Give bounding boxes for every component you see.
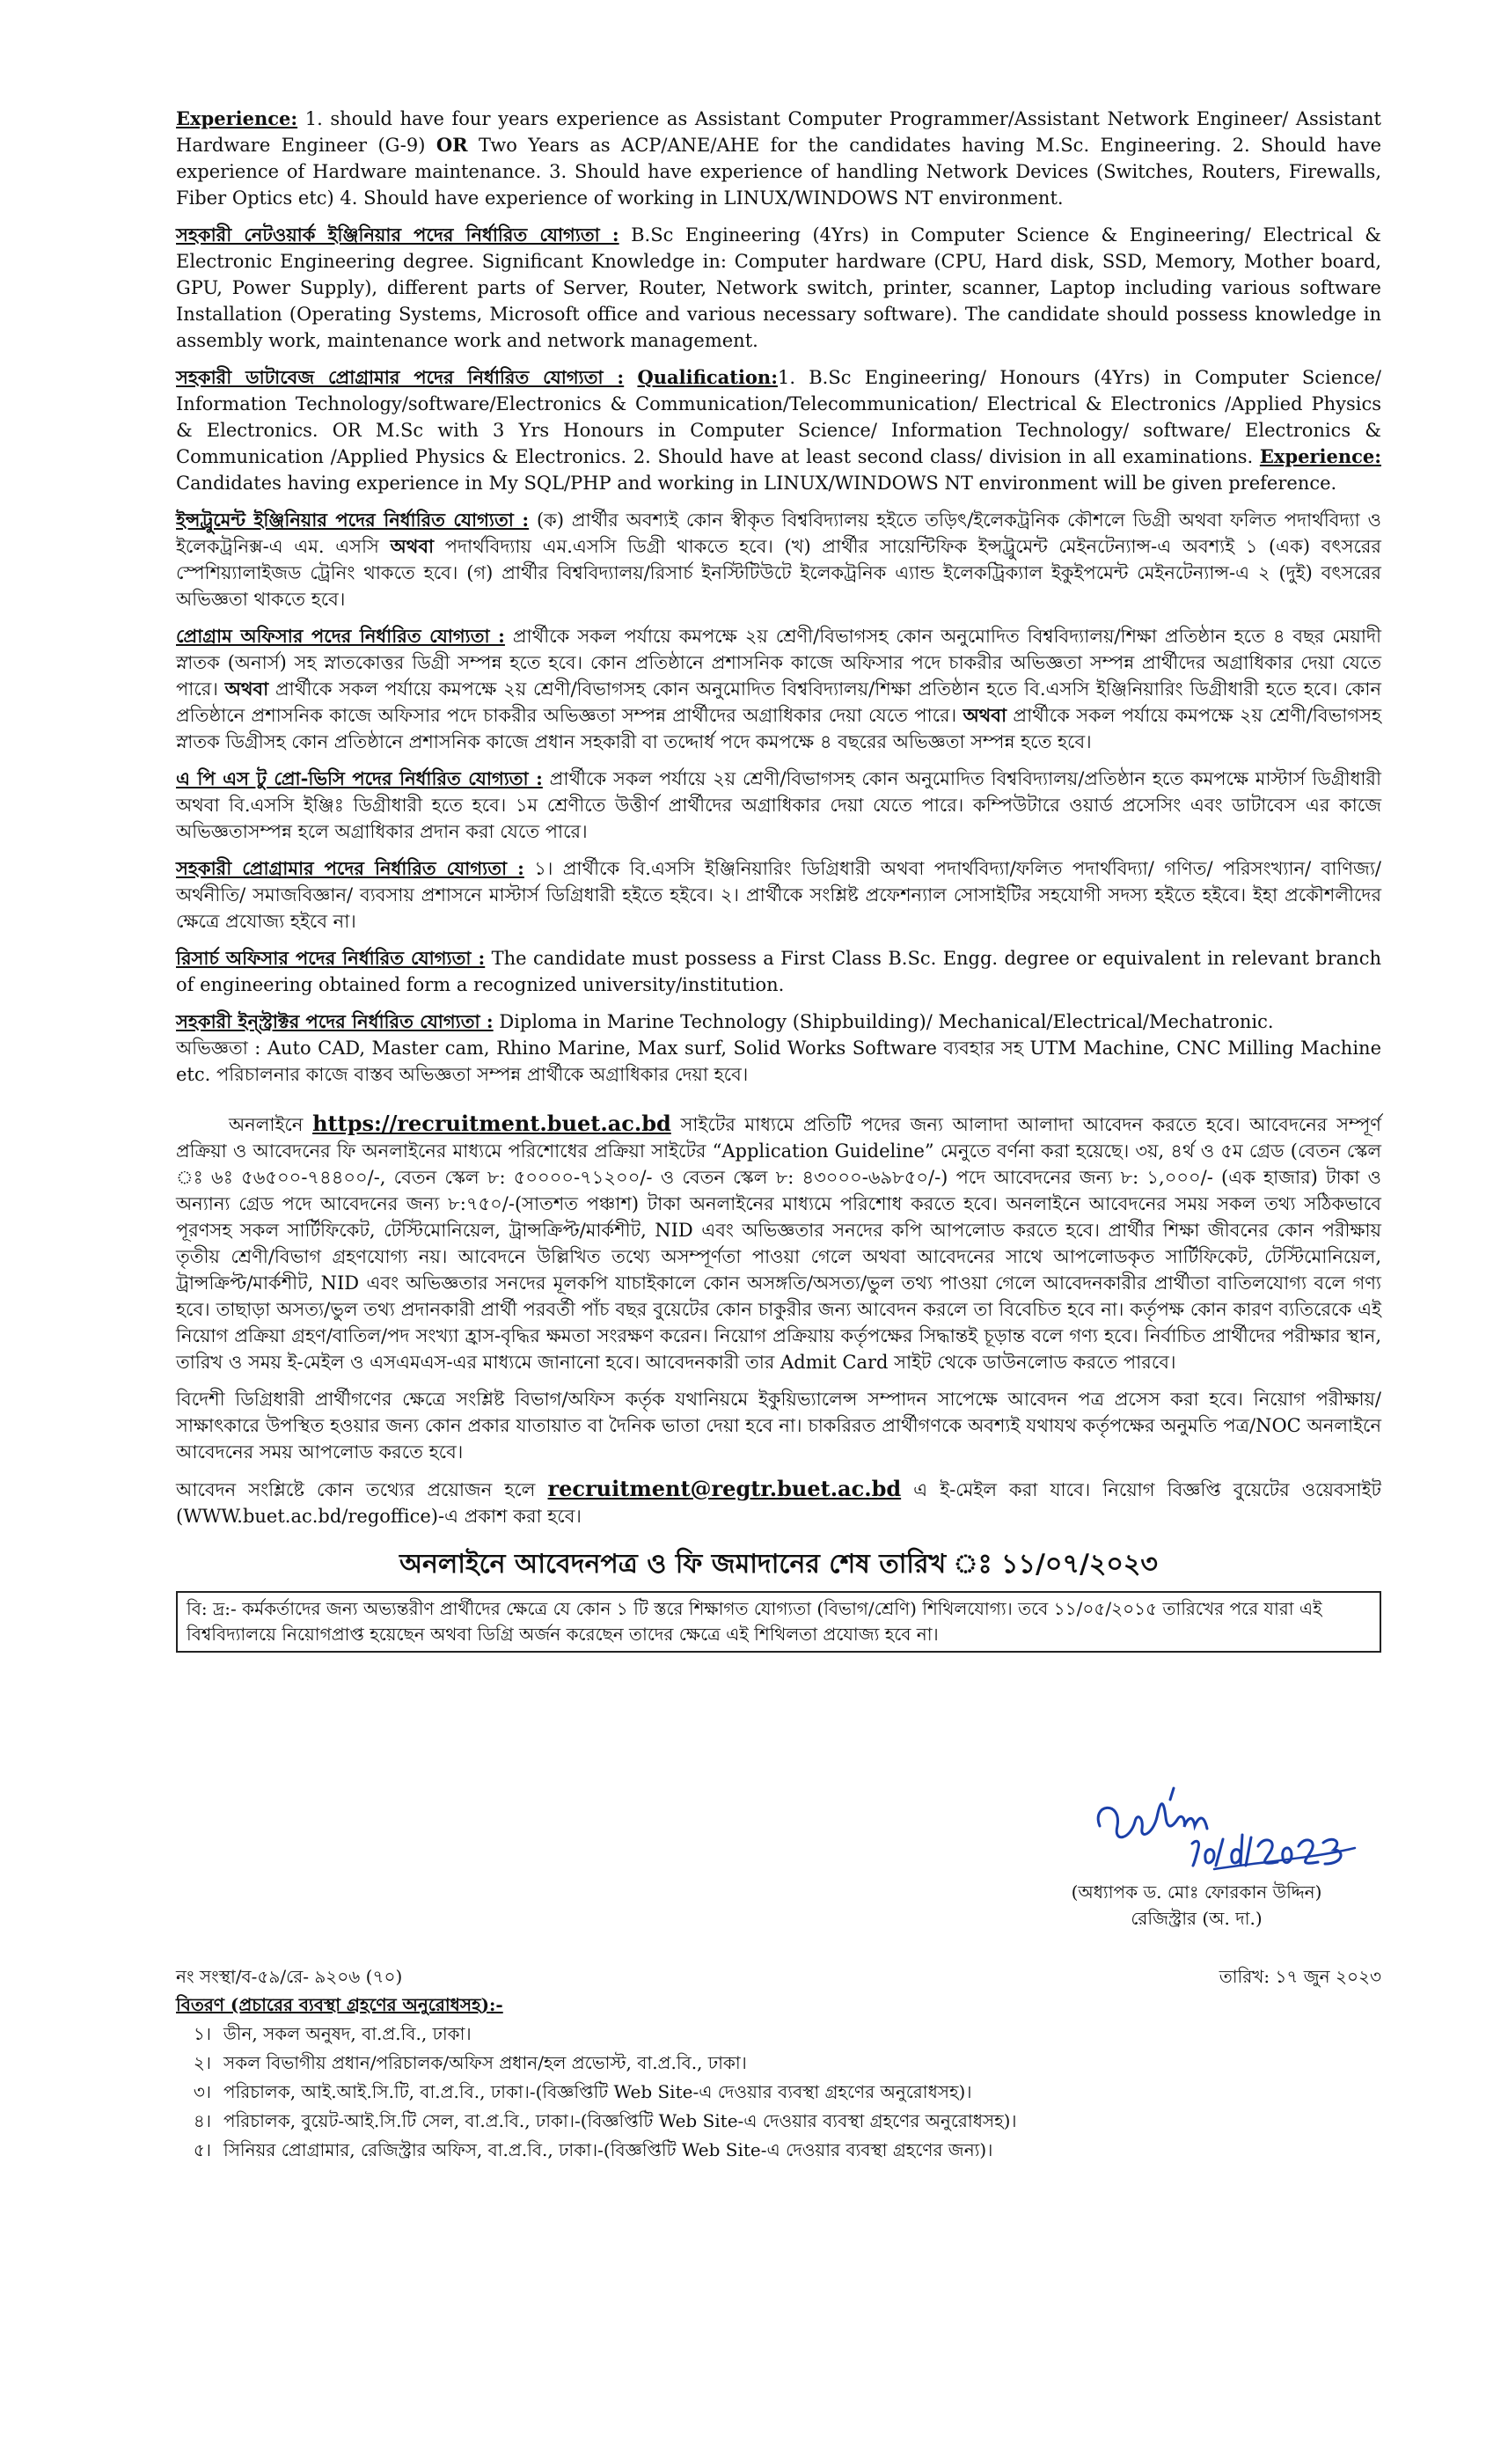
online-application-text: সাইটের মাধ্যমে প্রতিটি পদের জন্য আলাদা আলাদা আবেদন করতে হবে। আবেদনের সম্পূর্ণ প্রক্রিয়া ও আবেদনের ফি অনলাইনের মাধ্যমে পরিশোধের প্রক্রিয়া সাইটের “Application Guideline” মেনুতে বর্ণনা করা হয়েছে। ৩য়, ৪র্থ ও ৫ম গ্রেড (বেতন স্কেল ঃ ৬ঃ ৫৬৫০০-৭৪৪০০/-, বেতন স্কেল ৮: ৫০০০০-৭১২০০/- ও বেতন স্কেল ৮: ৪৩০০০-৬৯৮৫০/-) পদে আবেদনের জন্য ৮: ১,০০০/- (এক হাজার) টাকা ও অন্যান্য গ্রেড পদে আবেদনের জন্য ৮:৭৫০/-(সাতশত পঞ্চাশ) টাকা অনলাইনের মাধ্যমে পরিশোধ করতে হবে। অনলাইনে আবেদনের সময় সকল তথ্য সঠিকভাবে পূরণসহ সকল সার্টিফিকেট, টেস্টিমোনিয়েল, ট্রান্সক্রিপ্ট/মার্কশীট, NID এবং অভিজ্ঞতার সনদের কপি আপলোড করতে হবে। প্রার্থীর শিক্ষা জীবনের কোন পরীক্ষায় তৃতীয় শ্রেণী/বিভাগ গ্রহণযোগ্য নয়। আবেদনে উল্লিখিত তথ্যে অসম্পূর্ণতা পাওয়া গেলে অথবা আবেদনের সাথে আপলোডকৃত সার্টিফিকেট, টেস্টিমোনিয়েল, ট্রান্সক্রিপ্ট/মার্কশীট, NID এবং অভিজ্ঞতার সনদের মূলকপি যাচাইকালে কোন অসঙ্গতি/অসত্য/ভুল তথ্য পাওয়া গেলে আবেদনকারীর প্রার্থীতা বাতিলযোগ্য বলে গণ্য হবে। তাছাড়া অসত্য/ভুল তথ্য প্রদানকারী প্রার্থী পরবর্তী পাঁচ বছর বুয়েটের কোন চাকুরীর জন্য আবেদন করলে তা বিবেচিত হবে না। কর্তৃপক্ষ কোন কারণ ব্যতিরেকে এই নিয়োগ প্রক্রিয়া গ্রহণ/বাতিল/পদ সংখ্যা হ্রাস-বৃদ্ধির ক্ষমতা সংরক্ষণ করেন। নিয়োগ প্রক্রিয়ায় কর্তৃপক্ষের সিদ্ধান্তই চূড়ান্ত বলে গণ্য হবে। নির্বাচিত প্রার্থীদের পরীক্ষার স্থান, তারিখ ও সময় ই-মেইল ও এসএমএস-এর মাধ্যমে জানানো হবে। আবেদনকারী তার Admit Card সাইট থেকে ডাউনলোড করতে পারবে।	[176, 1114, 1382, 1373]
network-engineer-heading: সহকারী নেটওয়ার্ক ইঞ্জিনিয়ার পদের নির্ধারিত যোগ্যতা :	[176, 224, 619, 246]
experience-paragraph	[176, 106, 1381, 211]
database-programmer-paragraph	[176, 364, 1381, 496]
program-officer-heading: প্রোগ্রাম অফিসার পদের নির্ধারিত যোগ্যতা :	[176, 625, 505, 647]
program-officer-text-3: প্রার্থীকে সকল পর্যায়ে কমপক্ষে ২য় শ্রেণী/বিভাগসহ স্নাতক ডিগ্রীসহ কোন প্রতিষ্ঠানে প্রশাসনিক কাজে প্রধান সহকারী বা তদ্দোর্ধ পদে কমপক্ষে ৪ বছরের অভিজ্ঞতা সম্পন্ন হতে হবে।	[176, 705, 1381, 752]
database-programmer-heading: সহকারী ডাটাবেজ প্রোগ্রামার পদের নির্ধারিত যোগ্যতা :	[176, 366, 625, 388]
list-item-number: ৫।	[193, 2139, 211, 2160]
signatory-name: (অধ্যাপক ড. মোঃ ফোরকান উদ্দিন)	[1071, 1881, 1322, 1903]
document-body	[176, 106, 1381, 1653]
or-label: অথবা	[224, 678, 269, 700]
note-text: বি: দ্র:- কর্মকর্তাদের জন্য অভ্যন্তরীণ প্রার্থীদের ক্ষেত্রে যে কোন ১ টি স্তরে শিক্ষাগত যোগ্যতা (বিভাগ/শ্রেণি) শিথিলযোগ্য। তবে ১১/০৫/২০১৫ তারিখের পরে যারা এই বিশ্ববিদ্যালয়ে নিয়োগপ্রাপ্ত হয়েছেন অথবা ডিগ্রি অর্জন করেছেন তাদের ক্ষেত্রে এই শিথিলতা প্রযোজ্য হবে না।	[187, 1598, 1322, 1645]
list-item-number: ১।	[193, 2023, 211, 2044]
list-item-text: পরিচালক, বুয়েট-আই.সি.টি সেল, বা.প্র.বি., ঢাকা।-(বিজ্ঞপ্তিটি Web Site-এ দেওয়ার ব্যবস্থা গ্রহণের অনুরোধসহ)।	[223, 2110, 1017, 2131]
assistant-programmer-paragraph	[176, 855, 1381, 935]
aps-pro-vc-heading: এ পি এস টু প্রো-ভিসি পদের নির্ধারিত যোগ্যতা :	[176, 767, 543, 789]
experience-heading: Experience:	[176, 107, 298, 129]
contact-text: আবেদন সংশ্লিষ্টে কোন তথ্যের প্রয়োজন হলে	[176, 1479, 548, 1500]
distribution-title: বিতরণ (প্রচারের ব্যবস্থা গ্রহণের অনুরোধসহ):-	[176, 1994, 503, 2015]
list-item-number: ২।	[193, 2052, 211, 2073]
program-officer-paragraph	[176, 623, 1381, 755]
signatory	[1012, 1879, 1381, 1932]
contact-email-link[interactable]: recruitment@regtr.buet.ac.bd	[547, 1476, 902, 1501]
experience-text-2: Two Years as ACP/ANE/AHE for the candidates having M.Sc. Engineering. 2. Should have experience of Hardware maintenance. 3. Should have experience of handling Network Devices (Switches, Routers, Firewalls, Fiber Optics etc) 4. Should have experience of working in LINUX/WINDOWS NT environment.	[176, 135, 1382, 209]
instrument-engineer-text: (ক) প্রার্থীর অবশ্যই কোন স্বীকৃত বিশ্ববিদ্যালয় হইতে তড়িৎ/ইলেকট্রনিক কৌশলে ডিগ্রী অথবা ফলিত পদার্থবিদ্যা ও ইলেকট্রনিক্স-এ এম. এসসি	[176, 510, 1381, 557]
contact-text-2: এ ই-মেইল করা যাবে। নিয়োগ বিজ্ঞপ্তি বুয়েটের ওয়েবসাইট (WWW.buet.ac.bd/regoffice)-এ প্রকাশ করা হবে।	[176, 1479, 1381, 1527]
contact-paragraph	[176, 1476, 1381, 1529]
list-item	[176, 2020, 1381, 2049]
list-item	[176, 2107, 1381, 2136]
program-officer-text-2: প্রার্থীকে সকল পর্যায়ে কমপক্ষে ২য় শ্রেণী/বিভাগসহ কোন অনুমোদিত বিশ্ববিদ্যালয়/শিক্ষা প্রতিষ্ঠান হতে বি.এসসি ইঞ্জিনিয়ারিং ডিগ্রীধারী হতে হবে। কোন প্রতিষ্ঠানে প্রশাসনিক কাজে অফিসার পদে চাকরীর অভিজ্ঞতা সম্পন্ন প্রার্থীদের অগ্রাধিকার দেয়া যেতে পারে।	[176, 678, 1381, 726]
experience-text: 1. should have four years experience as Assistant Computer Programmer/Assistant Network Engineer/ Assistant Hardware Engineer (G-9)	[176, 108, 1381, 156]
research-officer-paragraph	[176, 945, 1381, 998]
aps-pro-vc-text: প্রার্থীকে সকল পর্যায়ে ২য় শ্রেণী/বিভাগসহ কোন অনুমোদিত বিশ্ববিদ্যালয়/প্রতিষ্ঠান হতে কমপক্ষে মাস্টার্স ডিগ্রীধারী অথবা বি.এসসি ইঞ্জিঃ ডিগ্রীধারী হতে হবে। ১ম শ্রেণীতে উত্তীর্ণ প্রার্থীদের অগ্রাধিকার দেয়া যেতে পারে। কম্পিউটারে ওয়ার্ড প্রসেসিং এবং ডাটাবেস এর কাজে অভিজ্ঞতাসম্পন্ন হলে অগ্রাধিকার প্রদান করা যেতে পারে।	[176, 768, 1381, 842]
list-item-number: ৩।	[193, 2081, 211, 2102]
list-item-text: সিনিয়র প্রোগ্রামার, রেজিস্ট্রার অফিস, বা.প্র.বি., ঢাকা।-(বিজ্ঞপ্তিটি Web Site-এ দেওয়ার ব্যবস্থা গ্রহণের জন্য)।	[223, 2139, 993, 2160]
assistant-programmer-text: ১। প্রার্থীকে বি.এসসি ইঞ্জিনিয়ারিং ডিগ্রিধারী অথবা পদার্থবিদ্যা/ফলিত পদার্থবিদ্যা/ গণিত/ পরিসংখ্যান/ বাণিজ্য/ অর্থনীতি/ সমাজবিজ্ঞান/ ব্যবসায় প্রশাসনে মাস্টার্স ডিগ্রিধারী হইতে হইবে। ২। প্রার্থীকে সংশ্লিষ্ট প্রফেশন্যাল সোসাইটির সহযোগী সদস্য হইতে হইবে। ইহা প্রকৌশলীদের ক্ষেত্রে প্রযোজ্য হইবে না।	[176, 858, 1381, 932]
list-item-text: পরিচালক, আই.আই.সি.টি, বা.প্র.বি., ঢাকা।-(বিজ্ঞপ্তিটি Web Site-এ দেওয়ার ব্যবস্থা গ্রহণের অনুরোধসহ)।	[223, 2081, 972, 2102]
or-label: অথবা	[963, 704, 1007, 726]
signature-block	[1012, 1778, 1381, 1929]
note-box	[176, 1591, 1381, 1653]
qualification-label: Qualification:	[637, 366, 778, 388]
memo-number: নং সংস্থা/ব-৫৯/রে- ৯২০৬ (৭০)	[176, 1966, 403, 1987]
list-item-text: ডীন, সকল অনুষদ, বা.প্র.বি., ঢাকা।	[223, 2023, 472, 2044]
program-officer-text: প্রার্থীকে সকল পর্যায়ে কমপক্ষে ২য় শ্রেণী/বিভাগসহ কোন অনুমোদিত বিশ্ববিদ্যালয়/শিক্ষা প্রতিষ্ঠান হতে ৪ বছর মেয়াদী স্নাতক (অনার্স) সহ স্নাতকোত্তর ডিগ্রী সম্পন্ন হতে হবে। কোন প্রতিষ্ঠানে প্রশাসনিক কাজে অফিসার পদে চাকরীর অভিজ্ঞতা সম্পন্ন প্রার্থীদের অগ্রাধিকার দেয়া যেতে পারে।	[176, 626, 1381, 700]
or-label: OR	[436, 134, 468, 156]
application-deadline: অনলাইনে আবেদনপত্র ও ফি জমাদানের শেষ তারিখ ঃ ১১/০৭/২০২৩	[399, 1549, 1158, 1580]
database-programmer-text: 1. B.Sc Engineering/ Honours (4Yrs) in Computer Science/ Information Technology/software/Electronics & Communication/Telecommunication/ Electrical & Electronics /Applied Physics & Electronics. OR M.Sc with 3 Yrs Honours in Computer Science/ Information Technology/ software/ Electronics & Communication /Applied Physics & Electronics. 2. Should have at least second class/ division in all examinations.	[176, 367, 1381, 467]
handwritten-signature	[1082, 1778, 1364, 1874]
assistant-instructor-text: Diploma in Marine Technology (Shipbuilding)/ Mechanical/Electrical/Mechatronic.	[493, 1011, 1274, 1032]
online-text: অনলাইনে	[229, 1114, 313, 1135]
research-officer-heading: রিসার্চ অফিসার পদের নির্ধারিত যোগ্যতা :	[176, 947, 486, 969]
experience-label: Experience:	[1259, 445, 1381, 467]
list-item	[176, 2078, 1381, 2107]
assistant-programmer-heading: সহকারী প্রোগ্রামার পদের নির্ধারিত যোগ্যতা :	[176, 857, 524, 879]
signatory-title: রেজিস্ট্রার (অ. দা.)	[1131, 1908, 1263, 1929]
network-engineer-paragraph	[176, 222, 1381, 354]
aps-pro-vc-paragraph	[176, 766, 1381, 845]
network-engineer-text: B.Sc Engineering (4Yrs) in Computer Science & Engineering/ Electrical & Electronic Engineering degree. Significant Knowledge in: Computer hardware (CPU, Hard disk, SSD, Memory, Mother board, GPU, Power Supply), different parts of Server, Router, Network switch, printer, scanner, Laptop including various software Installation (Operating Systems, Microsoft office and various necessary software). The candidate should possess knowledge in assembly work, maintenance work and network management.	[176, 224, 1381, 351]
foreign-degree-paragraph	[176, 1386, 1381, 1465]
list-item-text: সকল বিভাগীয় প্রধান/পরিচালক/অফিস প্রধান/হল প্রভোস্ট, বা.প্র.বি., ঢাকা।	[223, 2052, 747, 2073]
research-officer-text: The candidate must possess a First Class B.Sc. Engg. degree or equivalent in relevant branch of engineering obtained form a recognized university/institution.	[176, 948, 1381, 995]
instrument-engineer-heading: ইন্সট্রুমেন্ট ইঞ্জিনিয়ার পদের নির্ধারিত যোগ্যতা :	[176, 509, 530, 531]
recruitment-link[interactable]: https://recruitment.buet.ac.bd	[312, 1111, 671, 1136]
list-item	[176, 2049, 1381, 2078]
distribution-list	[176, 1991, 1381, 2165]
assistant-instructor-paragraph	[176, 1008, 1381, 1088]
instrument-engineer-paragraph	[176, 507, 1381, 612]
database-programmer-text-2: Candidates having experience in My SQL/PHP and working in LINUX/WINDOWS NT environment will be given preference.	[176, 473, 1337, 494]
assistant-instructor-heading: সহকারী ইন্স্ট্রাক্টর পদের নির্ধারিত যোগ্যতা :	[176, 1010, 494, 1032]
or-label: অথবা	[390, 535, 435, 557]
list-item-number: ৪।	[193, 2110, 211, 2131]
instrument-engineer-text-2: পদার্থবিদ্যায় এম.এসসি ডিগ্রী থাকতে হবে। (খ) প্রার্থীর সায়েন্টিফিক ইন্সট্রুমেন্ট মেইনটেন্যান্স-এ অবশ্যই ১ (এক) বৎসরের স্পেশিয়্যালাইজড ট্রেনিং থাকতে হবে। (গ) প্রার্থীর বিশ্ববিদ্যালয়/রিসার্চ ইনস্টিটিউটে ইলেকট্রনিক এ্যান্ড ইলেকট্রিক্যাল ইকুইপমেন্ট মেইনটেন্যান্স-এ ২ (দুই) বৎসরের অভিজ্ঞতা থাকতে হবে।	[176, 536, 1381, 610]
list-item	[176, 2136, 1381, 2165]
foreign-degree-text: বিদেশী ডিগ্রিধারী প্রার্থীগণের ক্ষেত্রে সংশ্লিষ্ট বিভাগ/অফিস কর্তৃক যথানিয়মে ইকুয়িভ্যালেন্স সম্পাদন সাপেক্ষে আবেদন পত্র প্রসেস করা হবে। নিয়োগ পরীক্ষায়/সাক্ষাৎকারে উপস্থিত হওয়ার জন্য কোন প্রকার যাতায়াত বা দৈনিক ভাতা দেয়া হবে না। চাকরিরত প্রার্থীগণকে অবশ্যই যথাযথ কর্তৃপক্ষের অনুমতি পত্র/NOC অনলাইনে আবেদনের সময় আপলোড করতে হবে।	[176, 1389, 1381, 1463]
online-application-paragraph	[176, 1111, 1381, 1375]
assistant-instructor-experience: অভিজ্ঞতা : Auto CAD, Master cam, Rhino Marine, Max surf, Solid Works Software ব্যবহার সহ UTM Machine, CNC Milling Machine etc. পরিচালনার কাজে বাস্তব অভিজ্ঞতা সম্পন্ন প্রার্থীকে অগ্রাধিকার দেয়া হবে।	[176, 1038, 1381, 1085]
memo-date: তারিখ: ১৭ জুন ২০২৩	[1219, 1966, 1381, 1987]
